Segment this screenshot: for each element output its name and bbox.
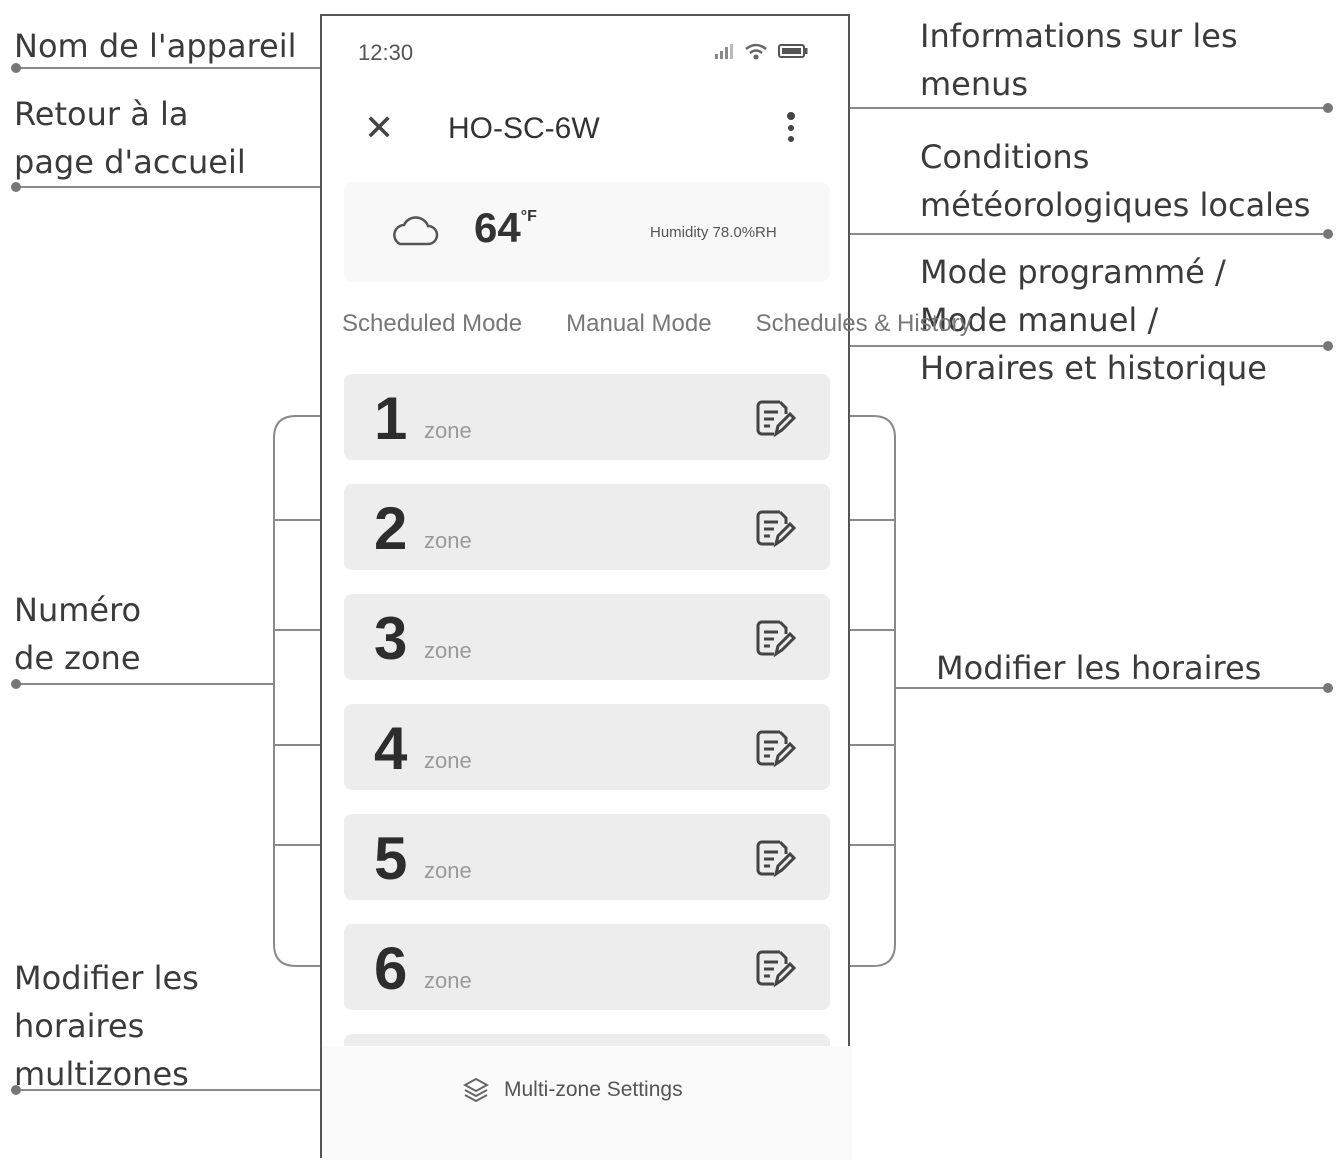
edit-schedule-icon[interactable]	[752, 616, 796, 660]
annotation-edit-schedules: Modifier les horaires	[936, 649, 1262, 687]
zone-row-6[interactable]	[344, 924, 830, 1010]
cloud-icon	[388, 216, 438, 248]
zone-row-4[interactable]	[344, 704, 830, 790]
zone-label: zone	[424, 638, 472, 663]
zone-row-5[interactable]	[344, 814, 830, 900]
zone-label: zone	[424, 418, 472, 443]
layers-icon	[462, 1076, 490, 1104]
weather-card	[344, 182, 830, 282]
annotation-weather: Conditions météorologiques locales	[920, 138, 1311, 224]
zone-label: zone	[424, 748, 472, 773]
zone-label: zone	[424, 528, 472, 553]
mode-tabs	[342, 310, 972, 338]
tab-scheduled-mode[interactable]: Scheduled Mode	[342, 310, 523, 337]
status-time: 12:30	[358, 40, 414, 65]
annotation-multizone: Modifier les horaires multizones	[14, 959, 199, 1093]
annotation-device-name: Nom de l'appareil	[14, 27, 297, 65]
edit-schedule-icon[interactable]	[752, 726, 796, 770]
more-menu-icon[interactable]	[784, 108, 798, 148]
wifi-icon	[744, 42, 768, 60]
temperature-unit: °F	[520, 208, 537, 225]
close-icon[interactable]: ✕	[364, 107, 395, 148]
tab-schedules-history[interactable]: Schedules & History	[755, 310, 972, 337]
device-name: HO-SC-6W	[448, 112, 600, 145]
edit-schedule-icon[interactable]	[752, 506, 796, 550]
signal-icon	[714, 43, 734, 59]
annotation-zone-number: Numéro de zone	[14, 591, 142, 677]
zone-row-3[interactable]	[344, 594, 830, 680]
annotation-menu-info: Informations sur les menus	[920, 17, 1238, 103]
zone-number: 3	[374, 605, 408, 672]
zone-label: zone	[424, 968, 472, 993]
phone-screen	[320, 14, 972, 1158]
humidity: Humidity 78.0%RH	[650, 224, 777, 241]
zone-number: 4	[374, 715, 408, 782]
zone-row-2[interactable]	[344, 484, 830, 570]
zone-number: 1	[374, 385, 408, 452]
temperature: $64^{^\circ F}$	[474, 204, 537, 251]
edit-schedule-icon[interactable]	[752, 836, 796, 880]
zone-label: zone	[424, 858, 472, 883]
zone-number: 5	[374, 825, 408, 892]
multizone-settings-label: Multi-zone Settings	[504, 1078, 683, 1101]
tab-manual-mode[interactable]: Manual Mode	[566, 310, 712, 337]
zone-number: 2	[374, 495, 408, 562]
zone-number: 6	[374, 935, 408, 1002]
edit-schedule-icon[interactable]	[752, 946, 796, 990]
zone-row-1[interactable]	[344, 374, 830, 460]
bottom-bar	[322, 1046, 852, 1160]
edit-schedule-icon[interactable]	[752, 396, 796, 440]
status-icons	[714, 42, 808, 60]
multizone-settings-button[interactable]	[462, 1076, 683, 1104]
annotation-back-home: Retour à la page d'accueil	[14, 95, 246, 181]
annotation-modes: Mode programmé / Mode manuel / Horaires et historique	[920, 253, 1267, 387]
battery-icon	[778, 43, 808, 59]
